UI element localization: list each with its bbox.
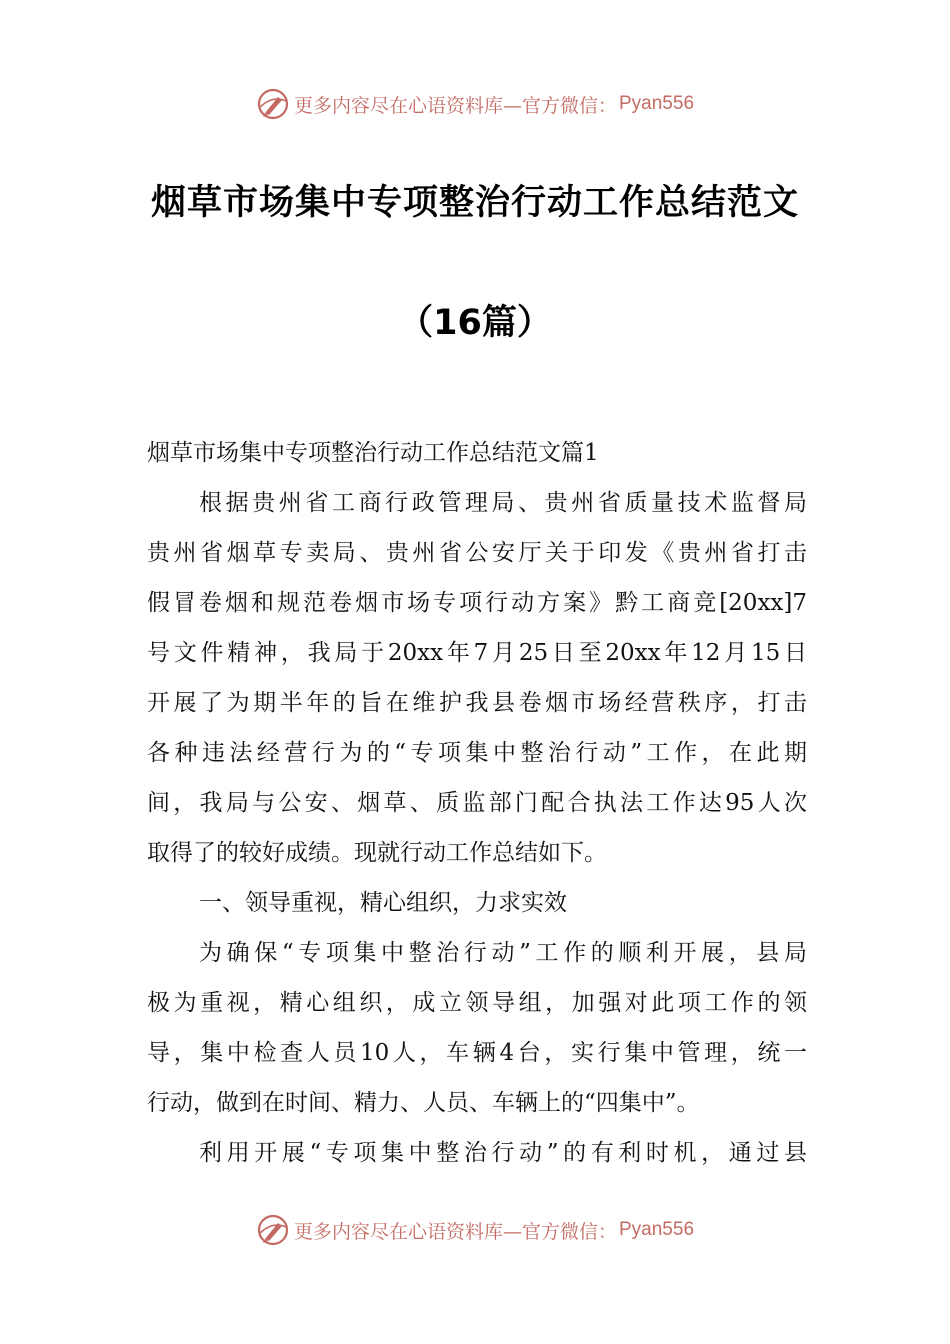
- paragraph-1-line: 开展了为期半年的旨在维护我县卷烟市场经营秩序，打击: [147, 690, 807, 716]
- paragraph-1-line: 根据贵州省工商行政管理局、贵州省质量技术监督局: [199, 490, 807, 516]
- paragraph-2-line: 为确保“专项集中整治行动”工作的顺利开展，县局: [199, 940, 807, 966]
- pen-logo-icon: [256, 87, 290, 121]
- paragraph-2-line: 导，集中检查人员10人，车辆4台，实行集中管理，统一: [147, 1040, 807, 1066]
- document-body: [147, 428, 807, 1178]
- pen-logo-icon: [256, 1213, 290, 1247]
- paragraph-1-line: 假冒卷烟和规范卷烟市场专项行动方案》黔工商竞[20xx]7: [147, 590, 807, 616]
- watermark-text: 更多内容尽在心语资料库—官方微信：: [293, 94, 617, 117]
- watermark-banner-top: [0, 84, 950, 124]
- watermark-banner-bottom: [0, 1210, 950, 1250]
- article-subtitle: 烟草市场集中专项整治行动工作总结范文篇1: [147, 440, 599, 466]
- paragraph-2-line: 行动，做到在时间、精力、人员、车辆上的“四集中”。: [147, 1090, 700, 1116]
- paragraph-2-line: 极为重视，精心组织，成立领导组，加强对此项工作的领: [147, 990, 807, 1016]
- section-heading-1: 一、领导重视，精心组织，力求实效: [199, 890, 567, 916]
- paragraph-1-line: 间，我局与公安、烟草、质监部门配合执法工作达95人次: [147, 790, 807, 816]
- document-title-count: （16篇）: [398, 303, 552, 343]
- watermark-text: 更多内容尽在心语资料库—官方微信：: [293, 1220, 617, 1243]
- paragraph-3-line: 利用开展“专项集中整治行动”的有利时机，通过县: [199, 1140, 807, 1166]
- paragraph-1-line: 取得了的较好成绩。现就行动工作总结如下。: [147, 840, 607, 866]
- paragraph-1-line: 号文件精神，我局于20xx年7月25日至20xx年12月15日: [147, 640, 807, 666]
- document-title: 烟草市场集中专项整治行动工作总结范文: [150, 183, 799, 223]
- watermark-handle: Pyan556: [619, 1219, 695, 1240]
- paragraph-1-line: 各种违法经营行为的“专项集中整治行动”工作，在此期: [147, 740, 807, 766]
- paragraph-1-line: 贵州省烟草专卖局、贵州省公安厅关于印发《贵州省打击: [147, 540, 807, 566]
- watermark-handle: Pyan556: [619, 93, 695, 114]
